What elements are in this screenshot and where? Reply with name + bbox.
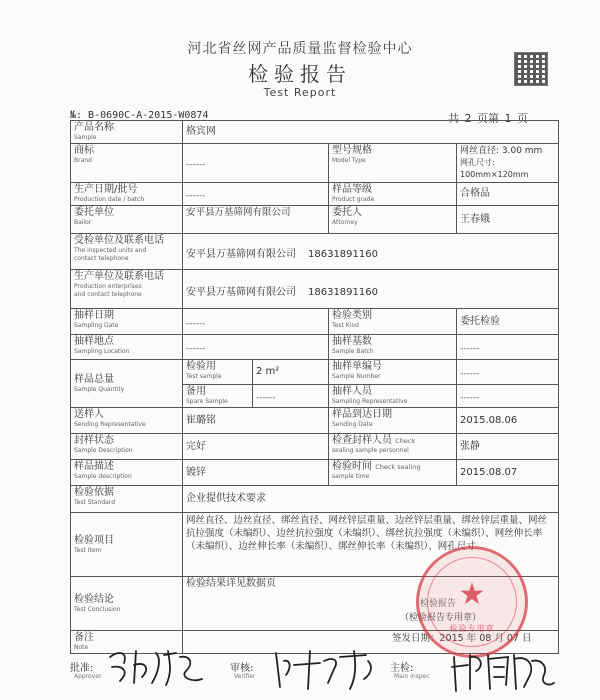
table-row — [71, 270, 559, 309]
sample-batch-value: ------ — [457, 335, 559, 360]
production-date-value: ------ — [183, 183, 329, 206]
production-date-label: 生产日期/批号 Production date / batch — [71, 183, 183, 206]
brand-value: ------ — [183, 144, 329, 183]
table-row — [71, 183, 559, 206]
bailor-label: 委托单位 Bailor — [71, 206, 183, 234]
sampling-location-value: ------ — [183, 335, 329, 360]
producer-label: 生产单位及联系电话 Production enterprises and contact telephone — [71, 270, 183, 309]
inspected-phone: 18631891160 — [308, 249, 378, 260]
sampling-date-label: 抽样日期 Sampling Date — [71, 309, 183, 335]
sample-label: 产品名称 Sample — [71, 121, 183, 144]
sample-batch-label: 抽样基数 Sample Batch — [329, 335, 457, 360]
stamp-caption-top: 检验报告 — [420, 599, 457, 609]
quantity-label: 样品总量 Sample Quantity — [71, 360, 183, 408]
approver-en-label: Approver — [74, 673, 102, 680]
test-standard-value: 企业提供技术要求 — [183, 486, 559, 513]
sending-rep-value: 崔璐铭 — [183, 408, 329, 434]
grade-value: 合格品 — [457, 183, 559, 206]
sampling-date-value: ------ — [183, 309, 329, 335]
conclusion-label: 检验结论 Test Conclusion — [71, 577, 183, 631]
check-person-label: 检查封样人员 Check sealing sample personnel — [329, 434, 457, 460]
spare-sample-label: 备用 Spare Sample — [183, 385, 253, 408]
sending-rep-label: 送样人 Sending Representative — [71, 408, 183, 434]
sampling-rep-label: 抽样人员 Sampling Representative — [329, 385, 457, 408]
inspected-unit-value: 安平县万基筛网有限公司 18631891160 — [183, 234, 559, 270]
sending-date-value: 2015.08.06 — [457, 408, 559, 434]
sampling-rep-value: ------ — [457, 385, 559, 408]
brand-label: 商标 Brand — [71, 144, 183, 183]
test-kind-value: 委托检验 — [457, 309, 559, 335]
conclusion-value: 检验结果详见数据页 — [183, 577, 559, 631]
stamp-caption: （检验报告专用章） — [400, 613, 482, 623]
sample-description-value: 镀锌 — [183, 460, 329, 486]
table-row — [71, 144, 559, 183]
test-sample-value: 2 m² — [253, 360, 329, 385]
producer-phone: 18631891160 — [308, 286, 378, 298]
sample-number-value: ------ — [457, 360, 559, 385]
sample-state-label: 封样状态 Sample Description — [71, 434, 183, 460]
test-item-label: 检验项目 Test Item — [71, 513, 183, 577]
test-kind-label: 检验类别 Test Kind — [329, 309, 457, 335]
spare-sample-value: ------ — [253, 385, 329, 408]
model-value: 网丝直径: 3.00 mm 网孔尺寸: 100mm×120mm — [457, 144, 559, 183]
test-item-value: 网丝直径、边丝直径、绑丝直径、网丝锌层重量、边丝锌层重量、绑丝锌层重量、网丝抗拉强度（未编织）、边丝抗拉强度（未编织）、绑丝抗拉强度（未编织）、网丝伸长率（未编织）、边丝伸长率（未编织）、绑丝伸长率（未编织）、网孔尺寸 — [183, 513, 559, 577]
table-row — [71, 360, 559, 385]
sending-date-label: 样品到达日期 Sending Date — [329, 408, 457, 434]
sample-state-value: 完好 — [183, 434, 329, 460]
table-row — [71, 434, 559, 460]
sample-description-label: 样品描述 Sample description — [71, 460, 183, 486]
sampling-location-label: 抽样地点 Sampling Location — [71, 335, 183, 360]
note-label: 备注 Note — [71, 631, 183, 654]
check-time-value: 2015.08.07 — [457, 460, 559, 486]
signature-row — [70, 657, 558, 697]
bailor-value: 安平县万基筛网有限公司 — [183, 206, 329, 234]
qr-code-icon — [514, 52, 548, 86]
sample-value: 格宾网 — [183, 121, 559, 144]
check-person-value: 张静 — [457, 434, 559, 460]
report-header — [0, 0, 600, 104]
grade-label: 样品等级 Product grade — [329, 183, 457, 206]
main-inspector-label: 主检: — [390, 663, 414, 674]
main-inspector-signature — [448, 645, 556, 695]
producer-value: 安平县万基筛网有限公司 18631891160 — [183, 270, 559, 309]
verifier-signature — [270, 643, 390, 693]
test-standard-label: 检验依据 Test Standard — [71, 486, 183, 513]
main-inspector-en-label: Main inspec — [394, 673, 430, 680]
table-row — [71, 309, 559, 335]
page-count: 共 2 页第 1 页 — [448, 112, 528, 125]
inspection-seal-icon: ★ 检验专用章 — [416, 546, 528, 658]
verifier-en-label: Verifier — [234, 673, 256, 680]
table-row — [71, 335, 559, 360]
attorney-label: 委托人 Attorney — [329, 206, 457, 234]
document-number: №: B-0690C-A-2015-W0874 — [70, 110, 209, 121]
test-sample-label: 检验用 Test sample — [183, 360, 253, 385]
verifier-label: 审核: — [230, 663, 254, 674]
table-row — [71, 121, 559, 144]
table-row — [71, 206, 559, 234]
inspection-center-name: 河北省丝网产品质量监督检验中心 — [187, 41, 413, 57]
issue-date: 签发日期：2015 年 08 月 07 日 — [392, 633, 532, 644]
model-label: 型号规格 Model Type — [329, 144, 457, 183]
approver-signature — [106, 643, 216, 691]
report-title-cn: 检验报告 — [248, 62, 352, 86]
approver-label: 批准: — [70, 663, 94, 674]
table-row — [71, 408, 559, 434]
table-row — [71, 460, 559, 486]
attorney-value: 王春娥 — [457, 206, 559, 234]
check-time-label: 检验时间 Check sealing sample time — [329, 460, 457, 486]
table-row — [71, 486, 559, 513]
table-row — [71, 234, 559, 270]
report-title-en: Test Report — [263, 86, 337, 99]
sample-number-label: 抽样单编号 Sample Number — [329, 360, 457, 385]
inspected-unit-label: 受检单位及联系电话 The inspected units and contact telephone — [71, 234, 183, 270]
